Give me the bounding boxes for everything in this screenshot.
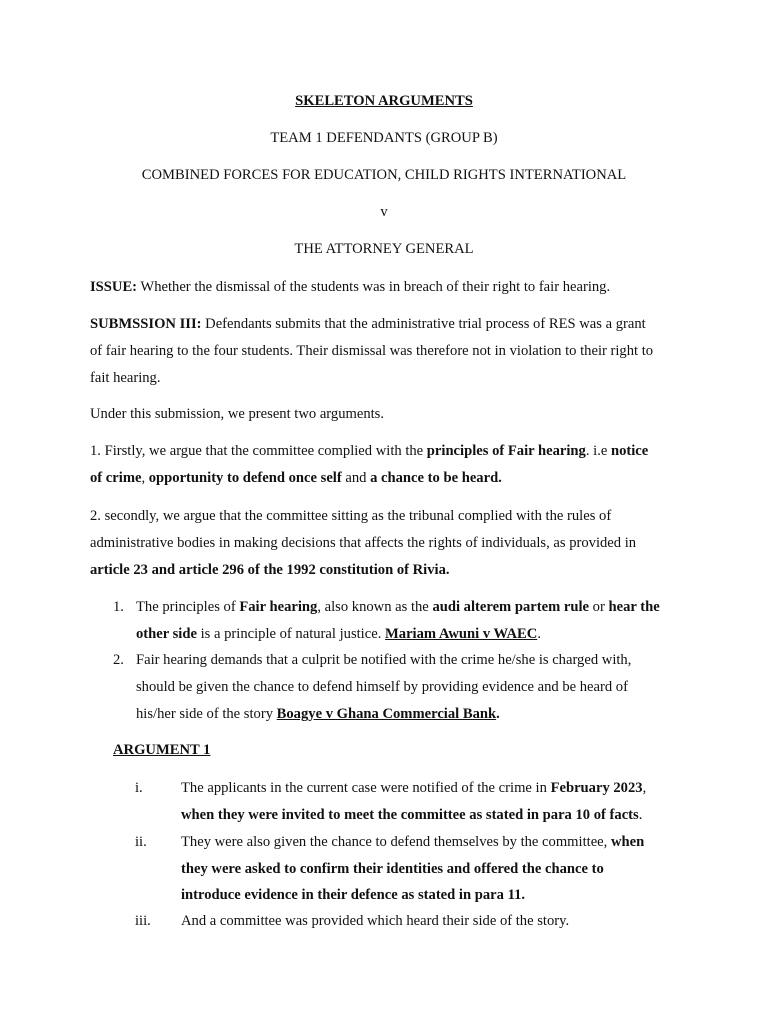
- respondent-line: THE ATTORNEY GENERAL: [294, 241, 474, 257]
- roman-item-2-line-3: introduce evidence in their defence as stated in para 11.: [181, 887, 526, 903]
- issue-paragraph: ISSUE: Whether the dismissal of the students was in breach of their right to fair hearing.: [90, 279, 611, 295]
- argument-two-line-1: 2. secondly, we argue that the committee sitting as the tribunal complied with the rules of: [90, 508, 612, 524]
- intro-paragraph: Under this submission, we present two arguments.: [90, 406, 385, 422]
- submission-line-1: SUBMSSION III: Defendants submits that the administrative trial process of RES was a grant: [90, 316, 646, 332]
- list-number: 2.: [113, 652, 124, 668]
- case-citation: Boagye v Ghana Commercial Bank: [276, 706, 497, 722]
- argument-two-line-3: article 23 and article 296 of the 1992 constitution of Rivia.: [90, 562, 450, 578]
- submission-line-3: fait hearing.: [90, 370, 161, 386]
- argument-one-line-1: 1. Firstly, we argue that the committee complied with the principles of Fair hearing. i.e notice: [90, 443, 649, 459]
- roman-item-2-line-1: They were also given the chance to defend themselves by the committee, when: [181, 834, 645, 850]
- submission-label: SUBMSSION III:: [90, 316, 202, 332]
- list-number: 1.: [113, 599, 124, 615]
- roman-number: iii.: [135, 913, 151, 929]
- case-citation: Mariam Awuni v WAEC: [385, 626, 538, 642]
- document-title: SKELETON ARGUMENTS: [295, 93, 473, 109]
- roman-item-3-line-1: And a committee was provided which heard their side of the story.: [181, 913, 570, 929]
- submission-line-2: of fair hearing to the four students. Their dismissal was therefore not in violation to their right to: [90, 343, 654, 359]
- list-item-1-line-2: other side is a principle of natural justice. Mariam Awuni v WAEC.: [136, 626, 541, 642]
- argument-one-line-2: of crime, opportunity to defend once self and a chance to be heard.: [90, 470, 502, 486]
- roman-number: i.: [135, 780, 143, 796]
- argument-1-heading: ARGUMENT 1: [113, 742, 211, 758]
- issue-label: ISSUE:: [90, 279, 138, 295]
- list-item-2-line-2: should be given the chance to defend himself by providing evidence and be heard of: [136, 679, 628, 695]
- parties-line: COMBINED FORCES FOR EDUCATION, CHILD RIGHTS INTERNATIONAL: [141, 167, 627, 183]
- argument-two-line-2: administrative bodies in making decisions that affects the rights of individuals, as provided in: [90, 535, 637, 551]
- roman-number: ii.: [135, 834, 147, 850]
- roman-item-1-line-1: The applicants in the current case were notified of the crime in February 2023,: [181, 780, 647, 796]
- versus-line: v: [380, 204, 388, 220]
- team-line: TEAM 1 DEFENDANTS (GROUP B): [270, 130, 498, 146]
- list-item-2-line-1: Fair hearing demands that a culprit be notified with the crime he/she is charged with,: [136, 652, 632, 668]
- roman-item-1-line-2: when they were invited to meet the committee as stated in para 10 of facts.: [181, 807, 643, 823]
- list-item-2-line-3: his/her side of the story Boagye v Ghana Commercial Bank.: [136, 706, 500, 722]
- roman-item-2-line-2: they were asked to confirm their identities and offered the chance to: [181, 861, 604, 877]
- list-item-1-line-1: The principles of Fair hearing, also known as the audi alterem partem rule or hear the: [136, 599, 660, 615]
